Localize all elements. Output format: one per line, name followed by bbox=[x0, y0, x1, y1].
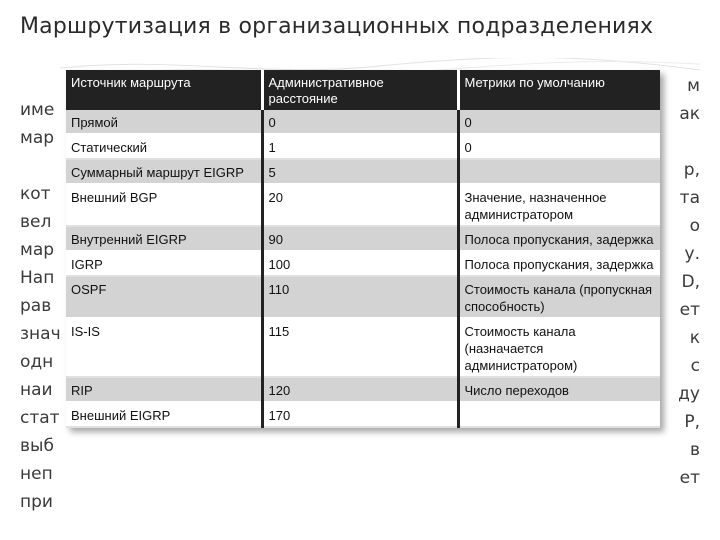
table-row bbox=[66, 159, 660, 184]
background-text-line-right: ет bbox=[679, 300, 700, 320]
background-text-line-left: име bbox=[20, 100, 55, 120]
admin-distance-cell: 90 bbox=[262, 226, 458, 251]
background-text-line-left: выб bbox=[20, 436, 54, 456]
background-text-line-left: мар bbox=[20, 240, 55, 260]
background-text-line-left: Нап bbox=[20, 268, 55, 288]
admin-distance-cell: 1 bbox=[262, 134, 458, 159]
route-source-cell: IGRP bbox=[66, 251, 262, 276]
default-metrics-cell: Число переходов bbox=[458, 377, 660, 402]
table-row bbox=[66, 377, 660, 402]
background-text-line-right: м bbox=[687, 76, 700, 96]
background-text-line-right: ду bbox=[678, 384, 700, 404]
default-metrics-cell: Полоса пропускания, задержка bbox=[458, 251, 660, 276]
table-row bbox=[66, 184, 660, 226]
background-text-line-left: мар bbox=[20, 128, 55, 148]
background-text-line-right: р, bbox=[683, 160, 700, 180]
background-text-line-left: вел bbox=[20, 212, 52, 232]
table-row bbox=[66, 110, 660, 134]
background-text-line-left: наи bbox=[20, 380, 53, 400]
table-row bbox=[66, 276, 660, 318]
default-metrics-cell bbox=[458, 402, 660, 427]
background-text-line-right: P, bbox=[684, 412, 700, 432]
table-row bbox=[66, 134, 660, 159]
background-text-line-left: при bbox=[20, 492, 53, 512]
background-text-line-right: та bbox=[679, 188, 700, 208]
default-metrics-cell: Значение, назначенное администратором bbox=[458, 184, 660, 226]
background-text-line-right: ет bbox=[679, 468, 700, 488]
route-source-table-container bbox=[66, 70, 660, 428]
route-source-cell: RIP bbox=[66, 377, 262, 402]
route-source-cell: Статический bbox=[66, 134, 262, 159]
header-default-metrics: Метрики по умолчанию bbox=[458, 70, 660, 110]
route-source-cell: IS-IS bbox=[66, 318, 262, 377]
background-text-line-left: рав bbox=[20, 296, 52, 316]
table-row bbox=[66, 402, 660, 427]
table-row bbox=[66, 226, 660, 251]
background-text-line-left: одн bbox=[20, 352, 54, 372]
default-metrics-cell: Стоимость канала (пропускная способность) bbox=[458, 276, 660, 318]
table-header-row bbox=[66, 70, 660, 110]
route-source-cell: Прямой bbox=[66, 110, 262, 134]
route-source-cell: Внутренний EIGRP bbox=[66, 226, 262, 251]
admin-distance-cell: 5 bbox=[262, 159, 458, 184]
route-source-cell: Внешний EIGRP bbox=[66, 402, 262, 427]
background-text-line-right: ак bbox=[679, 104, 700, 124]
background-text-line-left: неп bbox=[20, 464, 53, 484]
default-metrics-cell bbox=[458, 159, 660, 184]
header-admin-distance: Административное расстояние bbox=[262, 70, 458, 110]
admin-distance-cell: 115 bbox=[262, 318, 458, 377]
admin-distance-cell: 20 bbox=[262, 184, 458, 226]
route-source-table bbox=[66, 70, 660, 428]
background-text-line-right: D, bbox=[681, 272, 700, 292]
background-text-line-right: в bbox=[689, 440, 700, 460]
background-text-line-left: знач bbox=[20, 324, 61, 344]
background-text-line-right: к bbox=[689, 328, 700, 348]
background-text-line-right: у. bbox=[684, 244, 700, 264]
admin-distance-cell: 170 bbox=[262, 402, 458, 427]
table-row bbox=[66, 318, 660, 377]
background-text-line-right: о bbox=[689, 216, 700, 236]
slide-title: Маршрутизация в организационных подразделениях bbox=[20, 14, 654, 39]
background-text-line-left: стат bbox=[20, 408, 60, 428]
route-source-cell: OSPF bbox=[66, 276, 262, 318]
default-metrics-cell: Полоса пропускания, задержка bbox=[458, 226, 660, 251]
background-text-line-right: с bbox=[690, 356, 700, 376]
admin-distance-cell: 110 bbox=[262, 276, 458, 318]
admin-distance-cell: 120 bbox=[262, 377, 458, 402]
admin-distance-cell: 100 bbox=[262, 251, 458, 276]
background-text-line-left: кот bbox=[20, 184, 51, 204]
header-route-source: Источник маршрута bbox=[66, 70, 262, 110]
table-row bbox=[66, 251, 660, 276]
default-metrics-cell: Стоимость канала (назначается администратором) bbox=[458, 318, 660, 377]
route-source-cell: Внешний BGP bbox=[66, 184, 262, 226]
default-metrics-cell: 0 bbox=[458, 110, 660, 134]
admin-distance-cell: 0 bbox=[262, 110, 458, 134]
default-metrics-cell: 0 bbox=[458, 134, 660, 159]
route-source-cell: Суммарный маршрут EIGRP bbox=[66, 159, 262, 184]
